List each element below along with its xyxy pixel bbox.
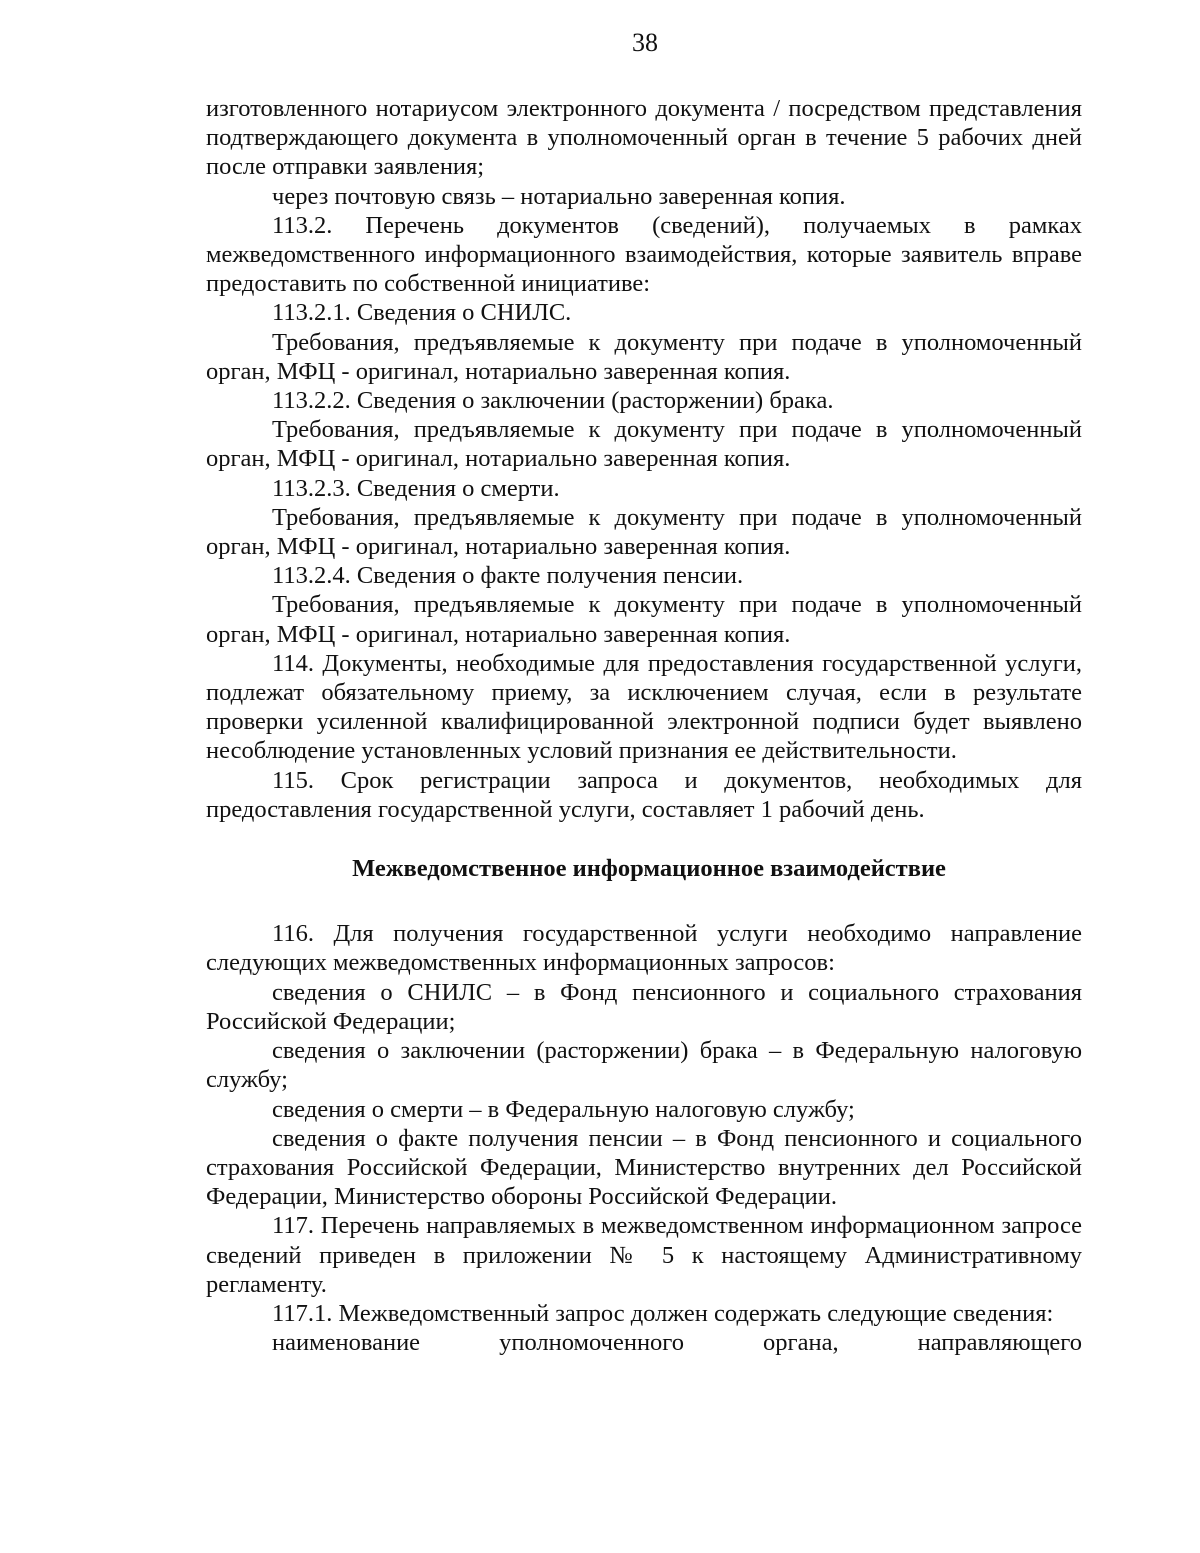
section-heading: Межведомственное информационное взаимодействие — [352, 855, 946, 883]
paragraph: 113.2.4. Сведения о факте получения пенсии. — [272, 562, 744, 590]
paragraph: 117.1. Межведомственный запрос должен содержать следующие сведения: — [272, 1299, 1054, 1327]
paragraph: Требования, предъявляемые к документу при подаче в уполномоченный орган, МФЦ - оригинал, нотариально заверенная копия. — [206, 591, 1082, 648]
final-line: наименование уполномоченного органа, направляющего — [272, 1329, 1082, 1357]
paragraph: 113.2. Перечень документов (сведений), получаемых в рамках межведомственного информационного взаимодействия, которые заявитель вправе предоставить по собственной инициативе: — [206, 211, 1082, 298]
paragraph: 114. Документы, необходимые для предоставления государственной услуги, подлежат обязательному приему, за исключением случая, если в результате проверки усиленной квалифицированной электронной подписи будет выявлено несоблюдение установленных условий признания ее действительности. — [206, 649, 1082, 765]
paragraph: сведения о заключении (расторжении) брака – в Федеральную налоговую службу; — [206, 1037, 1082, 1094]
paragraphs-before-heading — [206, 94, 1082, 824]
paragraph: сведения о СНИЛС – в Фонд пенсионного и социального страхования Российской Федерации; — [206, 978, 1082, 1035]
paragraph: сведения о смерти – в Федеральную налоговую службу; — [272, 1095, 855, 1123]
paragraph: 113.2.1. Сведения о СНИЛС. — [272, 299, 572, 327]
paragraph: Требования, предъявляемые к документу при подаче в уполномоченный орган, МФЦ - оригинал, нотариально заверенная копия. — [206, 328, 1082, 385]
paragraph: Требования, предъявляемые к документу при подаче в уполномоченный орган, МФЦ - оригинал, нотариально заверенная копия. — [206, 416, 1082, 473]
paragraph: 113.2.2. Сведения о заключении (расторжении) брака. — [272, 387, 834, 415]
paragraph: 116. Для получения государственной услуги необходимо направление следующих межведомственных информационных запросов: — [206, 920, 1082, 977]
paragraph: сведения о факте получения пенсии – в Фонд пенсионного и социального страхования Российской Федерации, Министерство внутренних дел Российской Федерации, Министерство обороны Российской Федерации. — [206, 1124, 1082, 1211]
paragraph: 115. Срок регистрации запроса и документов, необходимых для предоставления государственной услуги, составляет 1 рабочий день. — [206, 766, 1082, 823]
page-number: 38 — [632, 28, 658, 57]
paragraph: изготовленного нотариусом электронного документа / посредством представления подтверждающего документа в уполномоченный орган в течение 5 рабочих дней после отправки заявления; — [206, 95, 1082, 181]
paragraphs-after-heading — [206, 919, 1082, 1328]
paragraph: Требования, предъявляемые к документу при подаче в уполномоченный орган, МФЦ - оригинал, нотариально заверенная копия. — [206, 503, 1082, 561]
paragraph: через почтовую связь – нотариально заверенная копия. — [272, 182, 846, 210]
paragraph: 113.2.3. Сведения о смерти. — [272, 474, 560, 502]
paragraph: 117. Перечень направляемых в межведомственном информационном запросе сведений приведен в приложении № 5 к настоящему Административному регламенту. — [206, 1212, 1082, 1298]
document-body — [206, 94, 1082, 1357]
